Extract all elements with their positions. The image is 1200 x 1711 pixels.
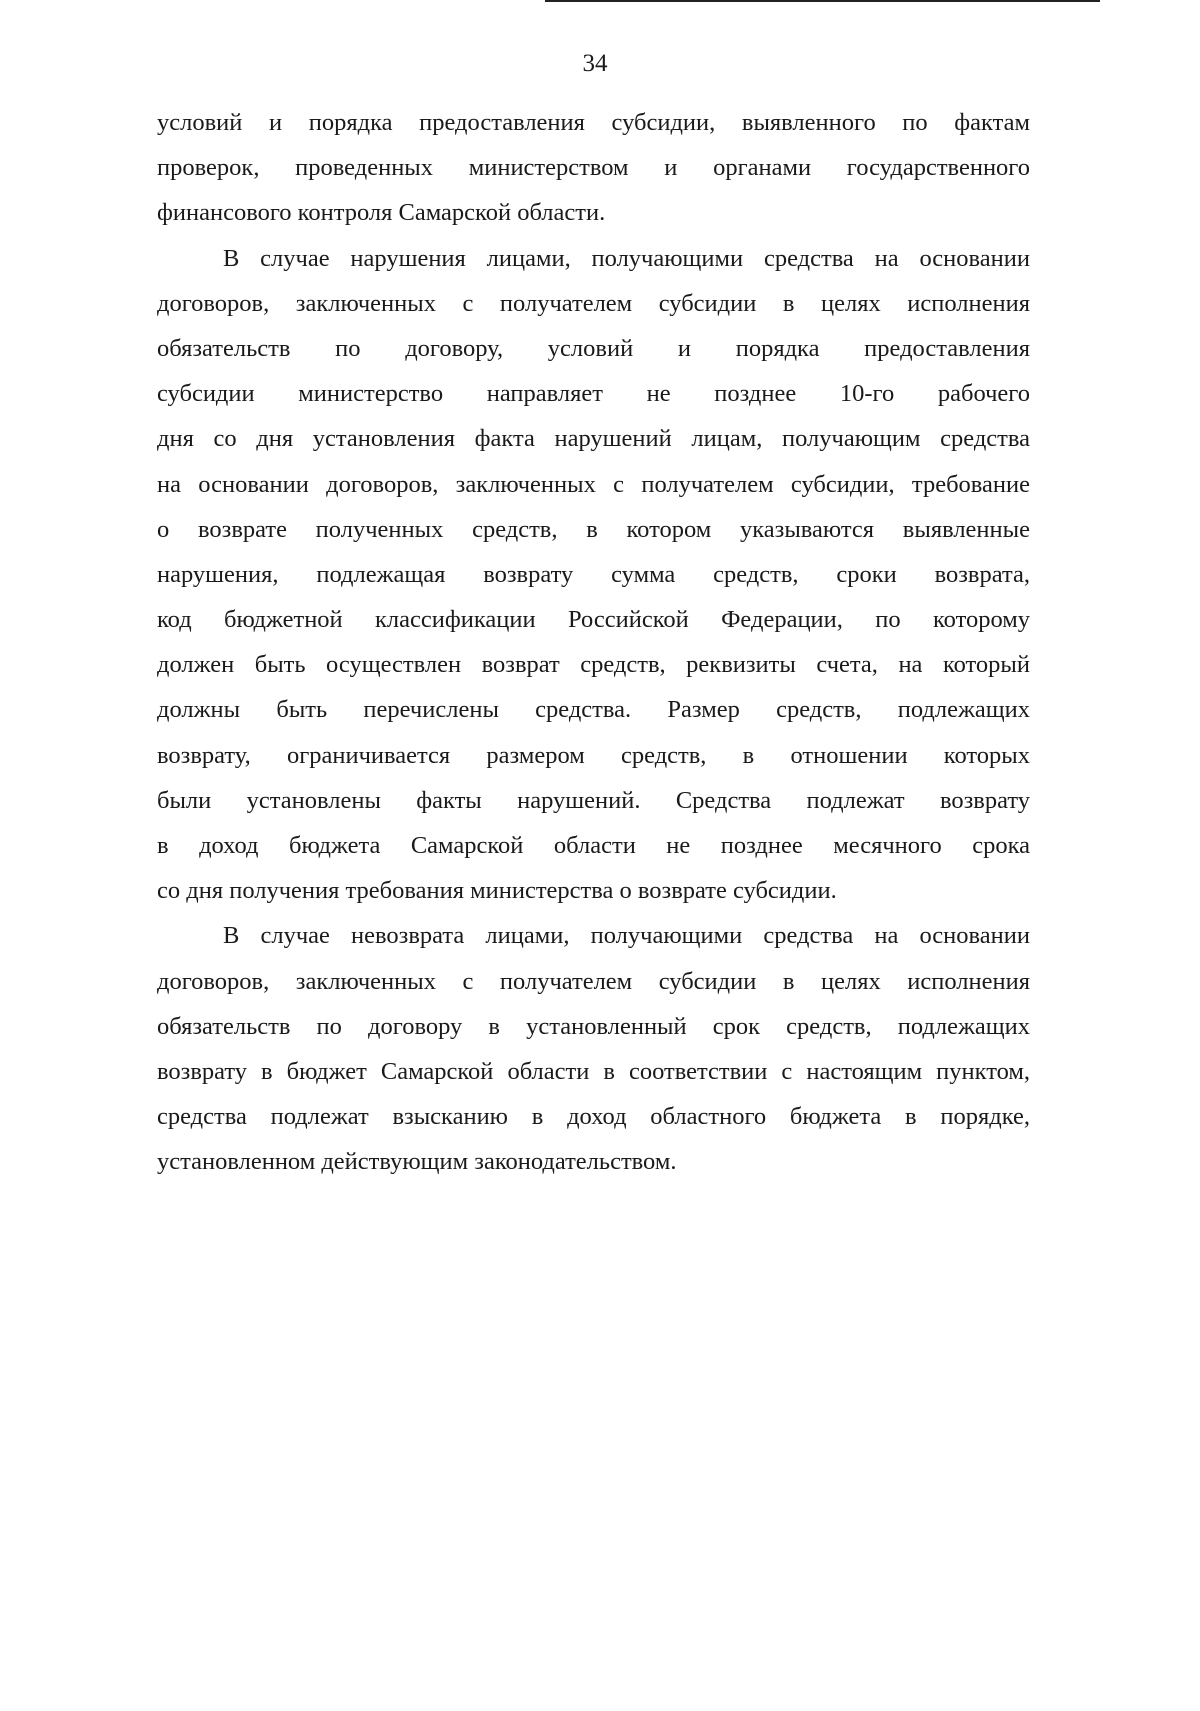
text-line: нарушения, подлежащая возврату сумма средств, сроки возврата, <box>157 560 1030 588</box>
text-line: должен быть осуществлен возврат средств, реквизиты счета, на который <box>157 651 1030 679</box>
text-line: обязательств по договору, условий и порядка предоставления <box>157 334 1030 362</box>
text-line: договоров, заключенных с получателем субсидии в целях исполнения <box>157 289 1030 317</box>
text-line: возврату, ограничивается размером средств, в отношении которых <box>157 741 1030 769</box>
paragraph <box>157 236 1030 914</box>
text-line: были установлены факты нарушений. Средства подлежат возврату <box>157 786 1030 814</box>
text-line: со дня получения требования министерства о возврате субсидии. <box>157 877 837 905</box>
text-line: В случае нарушения лицами, получающими средства на основании <box>223 244 1030 272</box>
text-line: должны быть перечислены средства. Размер средств, подлежащих <box>157 696 1030 724</box>
text-line: условий и порядка предоставления субсидии, выявленного по фактам <box>157 109 1030 136</box>
text-line: средства подлежат взысканию в доход областного бюджета в порядке, <box>157 1103 1030 1131</box>
paragraph <box>157 913 1030 1184</box>
text-line: обязательств по договору в установленный срок средств, подлежащих <box>157 1012 1030 1040</box>
page-number: 34 <box>582 50 608 77</box>
document-body <box>157 100 1030 1185</box>
text-line: субсидии министерство направляет не позднее 10-го рабочего <box>157 380 1030 408</box>
text-line: о возврате полученных средств, в котором указываются выявленные <box>157 515 1030 543</box>
text-line: финансового контроля Самарской области. <box>157 199 606 227</box>
text-line: на основании договоров, заключенных с получателем субсидии, требование <box>157 470 1030 498</box>
page-edge-line <box>545 0 1100 2</box>
text-line: код бюджетной классификации Российской Федерации, по которому <box>157 606 1030 634</box>
text-line: установленном действующим законодательством. <box>157 1148 677 1176</box>
text-line: договоров, заключенных с получателем субсидии в целях исполнения <box>157 967 1030 995</box>
text-line: дня со дня установления факта нарушений лицам, получающим средства <box>157 425 1030 453</box>
text-line: проверок, проведенных министерством и органами государственного <box>157 154 1030 182</box>
paragraph <box>157 100 1030 236</box>
text-line: возврату в бюджет Самарской области в соответствии с настоящим пунктом, <box>157 1057 1030 1085</box>
text-line: в доход бюджета Самарской области не позднее месячного срока <box>157 832 1030 859</box>
text-line: В случае невозврата лицами, получающими средства на основании <box>223 922 1030 950</box>
